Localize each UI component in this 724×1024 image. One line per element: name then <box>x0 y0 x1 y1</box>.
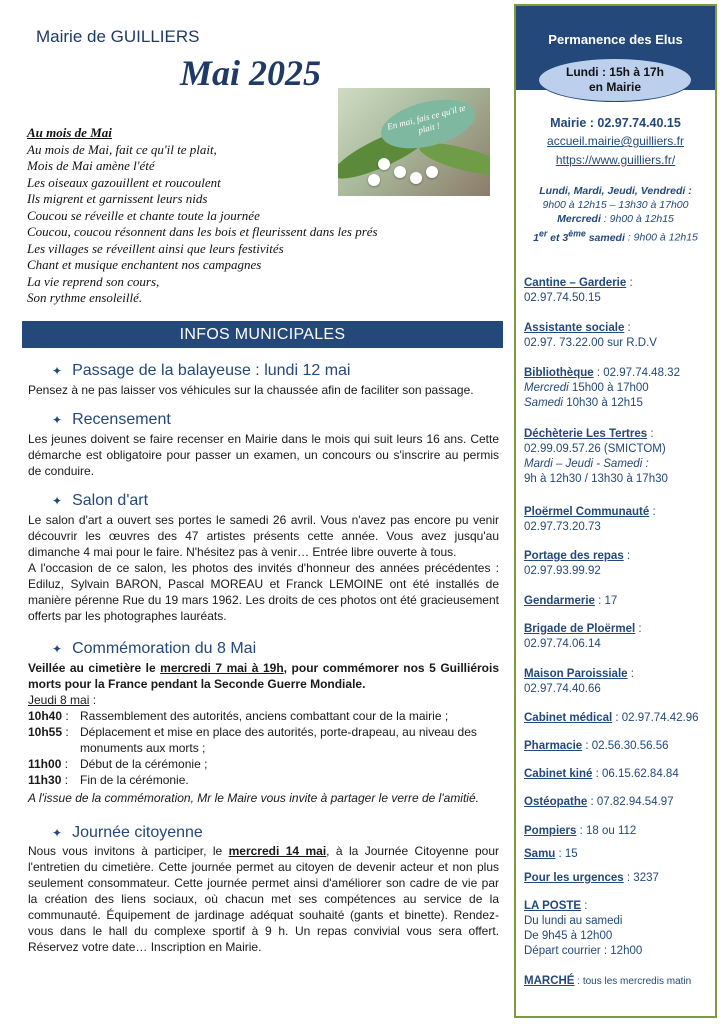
commemoration-intro: Veillée au cimetière le mercredi 7 mai à 19h, pour commémorer nos 5 Guilliérois morts pour la France pendant la Seconde Guerre Mondiale. <box>28 661 500 691</box>
contact-portage-repas: Portage des repas : 02.97.93.99.92 <box>524 550 631 577</box>
photo-caption: En mai, fais ce qu'il te plait ! <box>376 91 480 157</box>
poem-line: Chant et musique enchantent nos campagnes <box>27 257 262 272</box>
schedule-row: 11h00 : Début de la cérémonie ; <box>28 757 208 771</box>
poem-line: Mois de Mai amène l'été <box>27 158 155 173</box>
contact-brigade-ploermel: Brigade de Ploërmel : 02.97.74.06.14 <box>524 623 642 650</box>
sidebar-title: Permanence des Elus <box>548 32 683 47</box>
schedule-row: 10h55 : Déplacement et mise en place des autorités, porte-drapeau, au niveau des monuments aux morts ; <box>28 725 477 755</box>
star-bullet-icon: ✦ <box>52 826 63 840</box>
poem-line: La vie reprend son cours, <box>27 273 160 289</box>
section-title-commemoration: ✦ Commémoration du 8 Mai <box>52 640 257 657</box>
poem-line: Les oiseaux gazouillent et roucoulent <box>27 174 221 190</box>
contact-kine: Cabinet kiné : 06.15.62.84.84 <box>524 768 679 780</box>
mairie-phone: Mairie : 02.97.74.40.15 <box>550 116 681 130</box>
schedule-row: 10h40 : Rassemblement des autorités, anciens combattant cour de la mairie ; <box>28 709 449 723</box>
section-title-balayeuse: ✦ Passage de la balayeuse : lundi 12 mai <box>52 362 351 379</box>
commemoration-schedule <box>28 708 499 788</box>
poem-line: Ils migrent et garnissent leurs nids <box>27 191 208 206</box>
poem-line: Coucou, coucou résonnent dans les bois et fleurissent dans les prés <box>27 224 378 239</box>
star-bullet-icon: ✦ <box>52 642 63 656</box>
email-link[interactable]: accueil.mairie@guilliers.fr <box>547 134 684 148</box>
contact-samu: Samu : 15 <box>524 848 578 860</box>
contact-pompiers: Pompiers : 18 ou 112 <box>524 825 637 837</box>
commemoration-outro: A l'issue de la commémoration, Mr le Maire vous invite à partager le verre de l'amitié. <box>28 791 479 805</box>
commemoration-day: Jeudi 8 mai : <box>28 693 97 707</box>
contact-maison-paroissiale: Maison Paroissiale : 02.97.74.40.66 <box>524 668 634 695</box>
recensement-text: Les jeunes doivent se faire recenser en Mairie dans le mois qui suit leurs 16 ans. Cette démarche est obligatoire pour passer un examen, un concours ou s'inscrire au permis de conduire. <box>28 432 499 478</box>
opening-hours: Lundi, Mardi, Jeudi, Vendredi : 9h00 à 12h15 – 13h30 à 17h00 Mercredi : 9h00 à 12h15 1er et 3ème samedi : 9h00 à 12h15 <box>533 185 698 244</box>
poem-title: Au mois de Mai <box>27 125 112 140</box>
poem-line: Coucou se réveille et chante toute la journée <box>27 207 260 223</box>
balayeuse-text: Pensez à ne pas laisser vos véhicules sur la chaussée afin de faciliter son passage. <box>28 383 474 397</box>
section-title-recensement: ✦ Recensement <box>52 411 171 428</box>
contact-urgences: Pour les urgences : 3237 <box>524 872 659 884</box>
section-title-citoyenne: ✦ Journée citoyenne <box>52 824 203 841</box>
infos-municipales-banner: INFOS MUNICIPALES <box>22 321 503 348</box>
contact-osteopathe: Ostéopathe : 07.82.94.54.97 <box>524 796 674 808</box>
star-bullet-icon: ✦ <box>52 413 63 427</box>
contact-marche: MARCHÉ : tous les mercredis matin <box>524 975 692 987</box>
mairie-title: Mairie de GUILLIERS <box>36 27 200 46</box>
contact-cabinet-medical: Cabinet médical : 02.97.74.42.96 <box>524 712 699 724</box>
contact-pharmacie: Pharmacie : 02.56.30.56.56 <box>524 740 669 752</box>
poem-line: Son rythme ensoleillé. <box>27 290 143 305</box>
salon-text-2: A l'occasion de ce salon, les photos des invités d'honneur des années précédentes : Ediluz, Sylvain BARON, Pascal MOREAU et Franck LEMOINE ont été installés de manière pérenne Rue du 19 mars 1962. Les droits de ces photos ont été gracieusement offerts par les photographes lauréats. <box>28 561 499 623</box>
contact-gendarmerie: Gendarmerie : 17 <box>524 595 618 607</box>
star-bullet-icon: ✦ <box>52 494 63 508</box>
contact-ploermel-communaute: Ploërmel Communauté : 02.97.73.20.73 <box>524 506 656 533</box>
salon-text-1: Le salon d'art a ouvert ses portes le samedi 26 avril. Vous n'avez pas encore pu venir découvrir les œuvres des 47 artistes présents cette année. Vous avez jusqu'au dimanche 4 mai pour le faire. N'hésitez pas à venir… Entrée libre ouverte à tous. <box>28 513 499 559</box>
schedule-row: 11h30 : Fin de la cérémonie. <box>28 773 189 787</box>
citoyenne-text: Nous vous invitons à participer, le mercredi 14 mai, à la Journée Citoyenne pour l'entretien du cimetière. Cette journée permet au citoyen de devenir acteur et non plus seulement consommateur. Cette journée permet ainsi d'améliorer son cadre de vie par la création des liens sociaux, où chacun met ses compétences au service de la communauté. Équipement de jardinage adéquat souhaité (gants et binette). Rendez-vous dans le hall du complexe sportif à 9 h. Un repas convivial vous sera offert. Réservez votre date… Inscription en Mairie. <box>28 844 500 954</box>
section-title-salon: ✦ Salon d'art <box>52 492 149 509</box>
permanence-oval: Lundi : 15h à 17h en Mairie <box>538 58 692 102</box>
poem-line: Au mois de Mai, fait ce qu'il te plait, <box>27 141 217 157</box>
poem <box>27 125 378 307</box>
contact-cantine: Cantine – Garderie : 02.97.74.50.15 <box>524 277 633 304</box>
contact-assistante-sociale: Assistante sociale : 02.97. 73.22.00 sur R.D.V <box>524 322 657 349</box>
star-bullet-icon: ✦ <box>52 364 63 378</box>
month-title: Mai 2025 <box>180 53 322 93</box>
contact-la-poste: LA POSTE : Du lundi au samedi De 9h45 à 12h00 Départ courrier : 12h00 <box>524 900 643 957</box>
website-link[interactable]: https://www.guilliers.fr/ <box>555 153 676 167</box>
contact-bibliotheque: Bibliothèque : 02.97.74.48.32 Mercredi 15h00 à 17h00 Samedi 10h30 à 12h15 <box>524 367 680 409</box>
poem-line: Les villages se réveillent ainsi que leurs festivités <box>27 240 284 256</box>
contacts-sidebar <box>514 4 717 1018</box>
contact-decheterie: Déchèterie Les Tertres : 02.99.09.57.26 (SMICTOM) Mardi – Jeudi - Samedi : 9h à 12h30 / 13h30 à 17h30 <box>524 428 668 485</box>
